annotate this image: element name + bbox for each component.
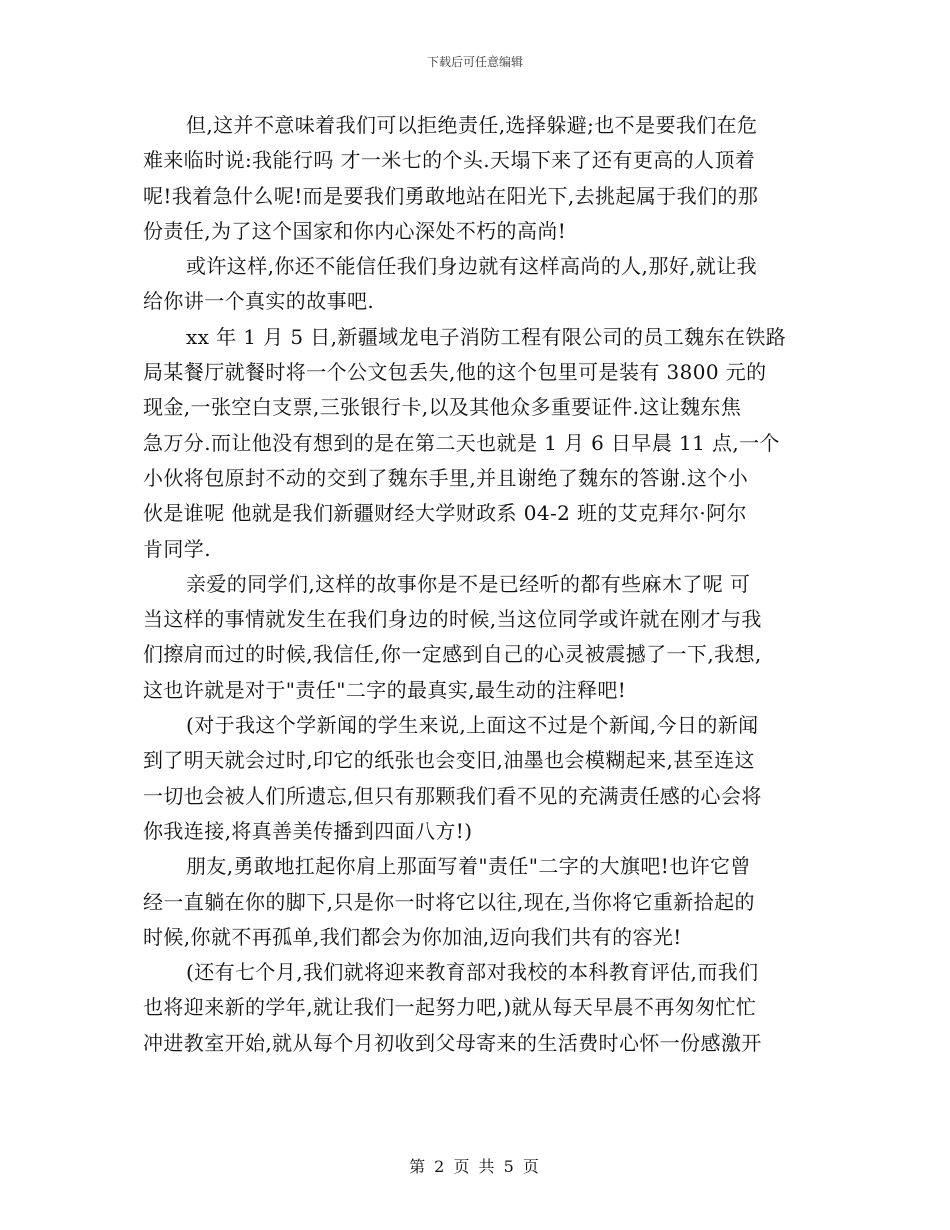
text-line: 但,这并不意味着我们可以拒绝责任,选择躲避;也不是要我们在危 [186,113,758,137]
text-line: 肯同学. [143,536,211,561]
text-line: 当这样的事情就发生在我们身边的时候,当这位同学或许就在刚才与我 [143,607,762,632]
paragraph [143,108,811,249]
paragraph [143,567,811,708]
text-line: 或许这样,你还不能信任我们身边就有这样高尚的人,那好,就让我 [186,254,758,279]
text-line: 难来临时说:我能行吗 才一米七的个头.天塌下来了还有更高的人顶着 [143,148,756,173]
text-line: 你我连接,将真善美传播到四面八方!) [143,818,473,843]
text-line: 份责任,为了这个国家和你内心深处不朽的高尚! [143,218,567,243]
paragraph [143,955,811,1061]
paragraph [143,249,811,320]
text-line: 小伙将包原封不动的交到了魏东手里,并且谢绝了魏东的答谢.这个小 [143,465,749,490]
page-header: 下载后可任意编辑 [426,55,523,69]
text-line: 经一直躺在你的脚下,只是你一时将它以往,现在,当你将它重新拾起的 [143,889,755,914]
document-body [143,108,811,1061]
text-line: 到了明天就会过时,印它的纸张也会变旧,油墨也会模糊起来,甚至连这 [143,748,755,773]
text-line: 这也许就是对于"责任"二字的最真实,最生动的注释吧! [143,677,627,702]
text-line: 局某餐厅就餐时将一个公文包丢失,他的这个包里可是装有 3800 元的 [143,360,767,385]
text-line: 现金,一张空白支票,三张银行卡,以及其他众多重要证件.这让魏东焦 [143,395,742,420]
text-line: 急万分.而让他没有想到的是在第二天也就是 1 月 6 日早晨 11 点,一个 [143,430,780,455]
text-line: 伙是谁呢 他就是我们新疆财经大学财政系 04-2 班的艾克拜尔·阿尔 [143,501,747,526]
text-line: (还有七个月,我们就将迎来教育部对我校的本科教育评估,而我们 [186,960,759,985]
text-line: 时候,你就不再孤单,我们都会为你加油,迈向我们共有的容光! [143,924,682,949]
text-line: 一切也会被人们所遗忘,但只有那颗我们看不见的充满责任感的心会将 [143,783,762,808]
paragraph [143,320,811,567]
text-line: 们擦肩而过的时候,我信任,你一定感到自己的心灵被震撼了一下,我想, [143,642,762,667]
paragraph [143,849,811,955]
text-line: 朋友,勇敢地扛起你肩上那面写着"责任"二字的大旗吧!也许它曾 [186,854,751,879]
page-number-footer: 第 2 页 共 5 页 [409,1157,541,1176]
text-line: 给你讲一个真实的故事吧. [143,289,375,314]
text-line: 呢!我着急什么呢!而是要我们勇敢地站在阳光下,去挑起属于我们的那 [143,183,759,208]
text-line: 冲进教室开始,就从每个月初收到父母寄来的生活费时心怀一份感激开 [143,1030,762,1055]
text-line: 也将迎来新的学年,就让我们一起努力吧,)就从每天早晨不再匆匆忙忙 [143,995,757,1020]
text-line: 亲爱的同学们,这样的故事你是不是已经听的都有些麻木了呢 可 [186,571,751,596]
paragraph [143,708,811,849]
text-line: xx 年 1 月 5 日,新疆域龙电子消防工程有限公司的员工魏东在铁路 [186,324,787,349]
text-line: (对于我这个学新闻的学生来说,上面这不过是个新闻,今日的新闻 [186,713,759,738]
